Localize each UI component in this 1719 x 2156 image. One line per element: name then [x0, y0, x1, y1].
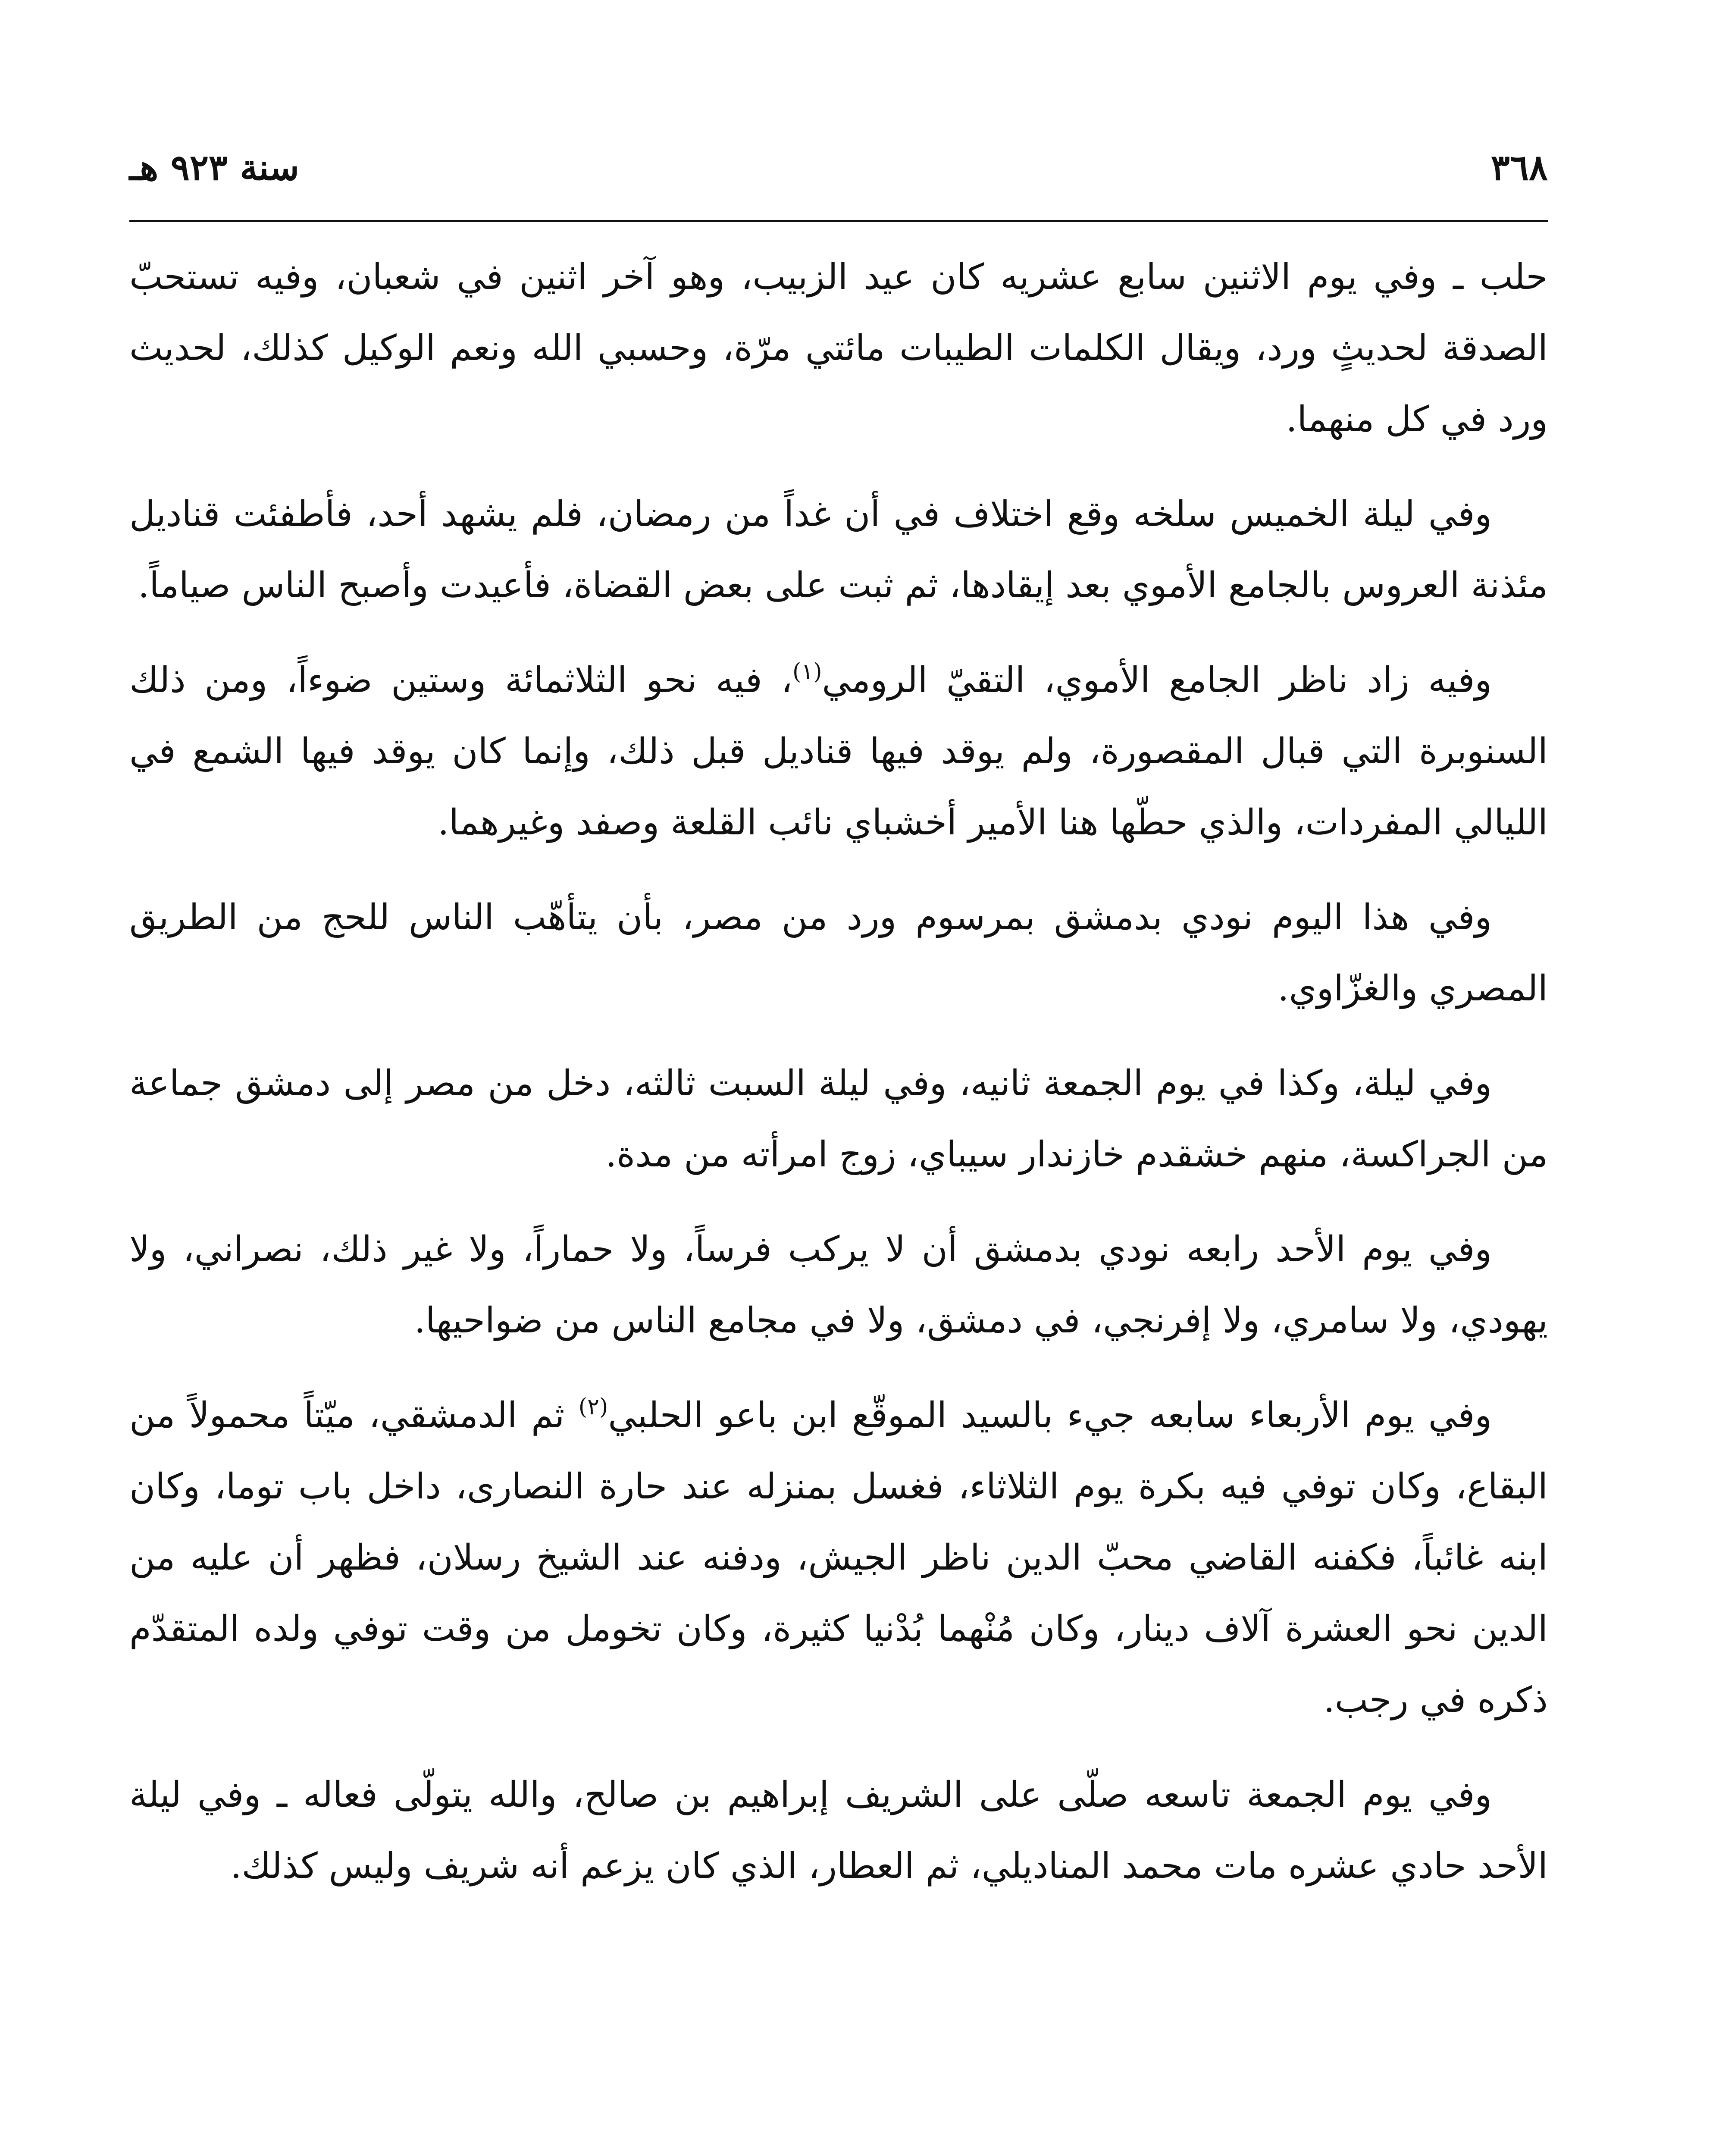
paragraph-text: ، فيه نحو الثلاثمائة وستين ضوءاً، ومن ذلك السنوبرة التي قبال المقصورة، ولم يوقد فيها قناديل قبل ذلك، وإنما كان يوقد فيها الشمع في الليالي المفردات، والذي حطّها هنا الأمير أخشباي نائب القلعة وصفد وغيرهما. [129, 660, 1548, 843]
paragraph-text: ثم الدمشقي، ميّتاً محمولاً من البقاع، وكان توفي فيه بكرة يوم الثلاثاء، فغسل بمنزله عند حارة النصارى، داخل باب توما، وكان ابنه غائباً، فكفنه القاضي محبّ الدين ناظر الجيش، ودفنه عند الشيخ رسلان، فظهر أن عليه من الدين نحو العشرة آلاف دينار، وكان مُنْهما بُدْنيا كثيرة، وكان تخومل من وقت توفي ولده المتقدّم ذكره في رجب. [129, 1395, 1548, 1720]
paragraph [129, 645, 1548, 858]
paragraph-text: وفيه زاد ناظر الجامع الأموي، التقيّ الرومي [822, 660, 1492, 701]
footnote-reference: (٢) [578, 1394, 608, 1420]
paragraph: وفي يوم الجمعة تاسعه صلّى على الشريف إبراهيم بن صالح، والله يتولّى فعاله ـ وفي ليلة الأحد حادي عشره مات محمد المناديلي، ثم العطار، الذي كان يزعم أنه شريف وليس كذلك. [129, 1774, 1548, 1887]
paragraph: وفي ليلة، وكذا في يوم الجمعة ثانيه، وفي ليلة السبت ثالثه، دخل من مصر إلى دمشق جماعة من الجراكسة، منهم خشقدم خازندار سيباي، زوج امرأته من مدة. [129, 1063, 1548, 1175]
paragraph: وفي هذا اليوم نودي بدمشق بمرسوم ورد من مصر، بأن يتأهّب الناس للحج من الطريق المصري والغزّاوي. [129, 897, 1548, 1009]
paragraph: وفي ليلة الخميس سلخه وقع اختلاف في أن غداً من رمضان، فلم يشهد أحد، فأطفئت قناديل مئذنة العروس بالجامع الأموي بعد إيقادها، ثم ثبت على بعض القضاة، فأعيدت وأصبح الناس صياماً. [129, 494, 1548, 606]
page-header [129, 142, 1548, 198]
running-title: سنة ٩٢٣ هـ [129, 147, 299, 188]
header-rule [129, 220, 1548, 222]
paragraph: وفي يوم الأحد رابعه نودي بدمشق أن لا يركب فرساً، ولا حماراً، ولا غير ذلك، نصراني، ولا يهودي، ولا سامري، ولا إفرنجي، في دمشق، ولا في مجامع الناس من ضواحيها. [129, 1229, 1548, 1341]
main-text [129, 241, 1548, 1925]
paragraph [129, 1380, 1548, 1736]
page-number: ٣٦٨ [1490, 147, 1548, 188]
paragraph-text: وفي يوم الأربعاء سابعه جيء بالسيد الموقّع ابن باعو الحلبي [608, 1395, 1492, 1436]
paragraph: حلب ـ وفي يوم الاثنين سابع عشريه كان عيد الزبيب، وهو آخر اثنين في شعبان، وفيه تستحبّ الصدقة لحديثٍ ورد، ويقال الكلمات الطيبات مائتي مرّة، وحسبي الله ونعم الوكيل كذلك، لحديث ورد في كل منهما. [129, 257, 1548, 440]
footnote-reference: (١) [792, 659, 822, 685]
